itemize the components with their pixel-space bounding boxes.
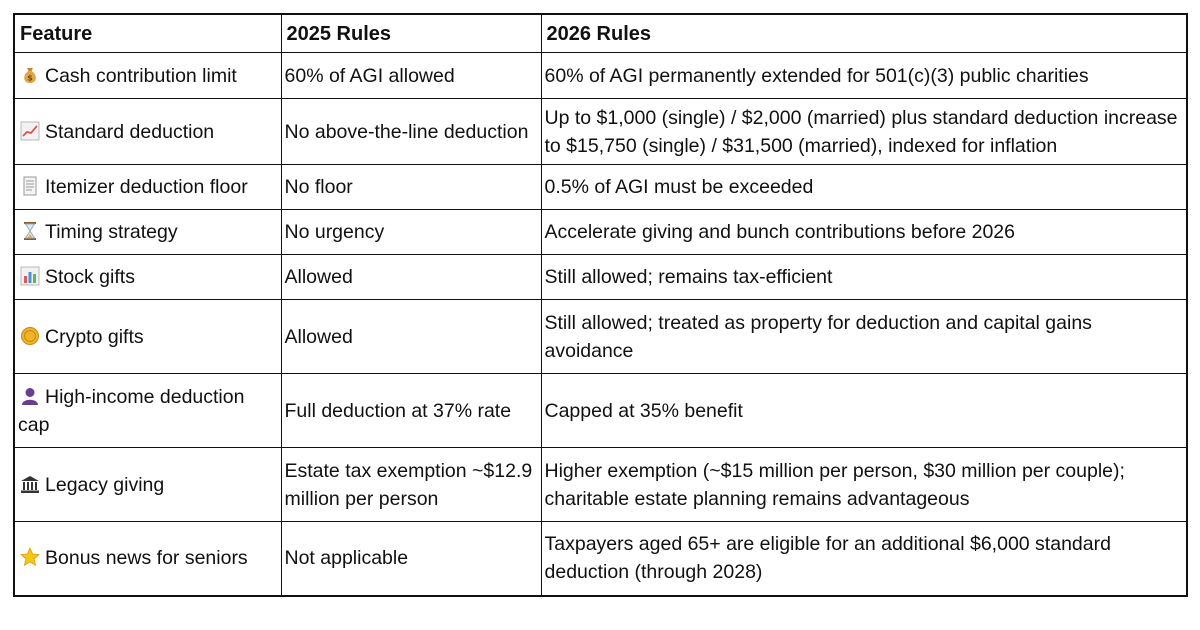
table-row	[14, 448, 1187, 522]
feature-cell	[14, 165, 281, 210]
feature-label: Itemizer deduction floor	[45, 176, 248, 198]
person-silhouette-icon	[20, 386, 40, 406]
rule-2025-cell: Allowed	[281, 255, 541, 300]
feature-label: Cash contribution limit	[45, 64, 237, 87]
star-icon	[20, 547, 40, 567]
header-2025-rules: 2025 Rules	[281, 14, 541, 53]
table-row	[14, 165, 1187, 210]
coin-icon	[20, 326, 40, 346]
rule-2026-cell: Still allowed; remains tax-efficient	[541, 255, 1187, 300]
rule-2025-cell: Allowed	[281, 300, 541, 374]
rule-2025-cell: No urgency	[281, 210, 541, 255]
classical-building-icon	[20, 474, 40, 494]
rule-2025-cell: Full deduction at 37% rate	[281, 374, 541, 448]
rule-2026-cell: 60% of AGI permanently extended for 501(c)(3) public charities	[541, 53, 1187, 99]
rule-2026-cell: 0.5% of AGI must be exceeded	[541, 165, 1187, 210]
feature-cell	[14, 300, 281, 374]
table-row	[14, 99, 1187, 165]
chart-increasing-icon	[20, 121, 40, 141]
header-feature: Feature	[14, 14, 281, 53]
feature-label: Standard deduction	[45, 120, 215, 143]
table-row	[14, 522, 1187, 596]
table-row	[14, 210, 1187, 255]
table-row	[14, 374, 1187, 448]
table-row	[14, 53, 1187, 99]
feature-label: Bonus news for seniors	[45, 547, 248, 570]
header-2026-rules: 2026 Rules	[541, 14, 1187, 53]
rule-2025-cell: Estate tax exemption ~$12.9 million per person	[281, 448, 541, 522]
feature-cell	[14, 210, 281, 255]
feature-label: Legacy giving	[45, 473, 165, 496]
hourglass-icon	[20, 221, 40, 241]
feature-cell	[14, 53, 281, 99]
money-bag-icon	[20, 65, 40, 85]
rule-2026-cell: Still allowed; treated as property for deduction and capital gains avoidance	[541, 300, 1187, 374]
feature-cell	[14, 522, 281, 596]
rule-2026-cell: Higher exemption (~$15 million per person, $30 million per couple); charitable estate planning remains advantageous	[541, 448, 1187, 522]
table-row	[14, 255, 1187, 300]
feature-label: Timing strategy	[45, 221, 178, 243]
rule-2026-cell: Accelerate giving and bunch contributions before 2026	[541, 210, 1187, 255]
rule-2026-cell: Capped at 35% benefit	[541, 374, 1187, 448]
feature-cell	[14, 448, 281, 522]
rules-comparison-table	[13, 13, 1188, 597]
feature-cell	[14, 99, 281, 165]
svg-text:$: $	[27, 73, 33, 82]
rule-2025-cell: No floor	[281, 165, 541, 210]
rule-2025-cell: No above-the-line deduction	[281, 99, 541, 165]
receipt-icon	[20, 176, 40, 196]
rule-2026-cell: Up to $1,000 (single) / $2,000 (married) plus standard deduction increase to $15,750 (single) / $31,500 (married), indexed for inflation	[541, 99, 1187, 165]
feature-label: Stock gifts	[45, 266, 135, 288]
feature-label: High-income deduction cap	[18, 385, 245, 436]
bar-chart-icon	[20, 266, 40, 286]
rule-2025-cell: 60% of AGI allowed	[281, 53, 541, 99]
table-row	[14, 300, 1187, 374]
feature-cell	[14, 374, 281, 448]
rule-2026-cell: Taxpayers aged 65+ are eligible for an additional $6,000 standard deduction (through 2028)	[541, 522, 1187, 596]
table-header-row	[14, 14, 1187, 53]
rule-2025-cell: Not applicable	[281, 522, 541, 596]
feature-label: Crypto gifts	[45, 325, 144, 348]
feature-cell	[14, 255, 281, 300]
